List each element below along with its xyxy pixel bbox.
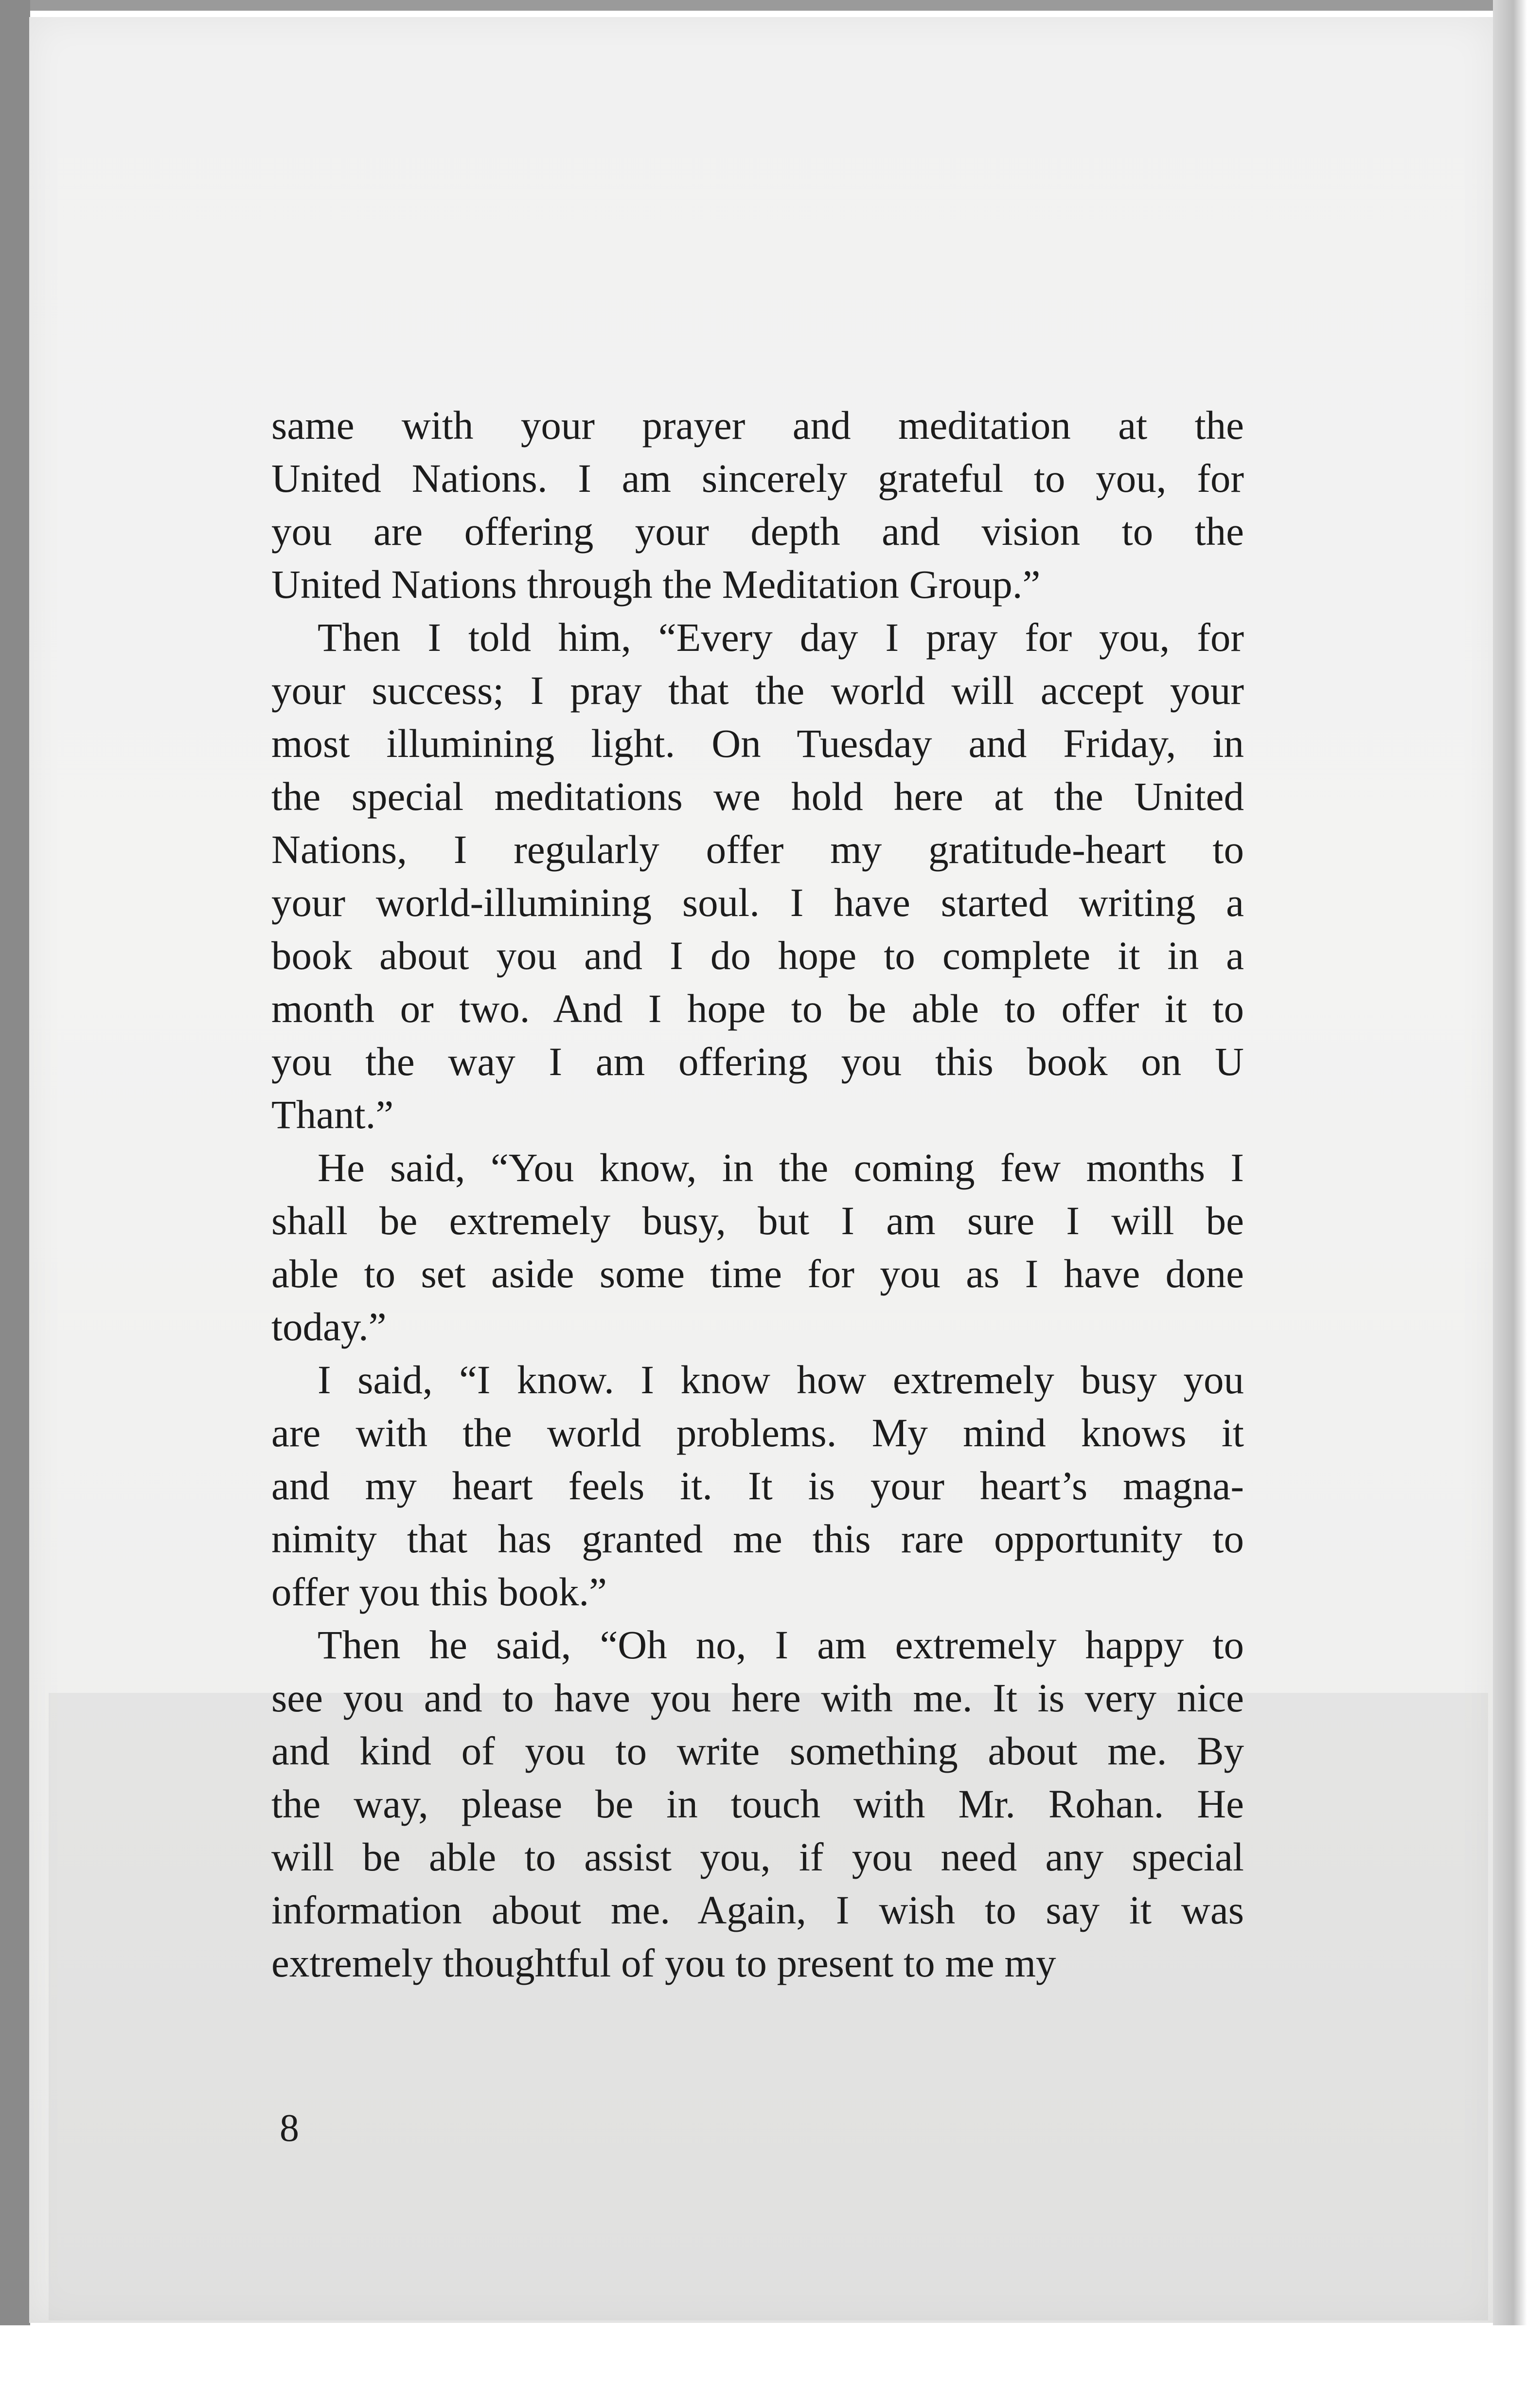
- text-line: the special meditations we hold here at the United: [271, 774, 1244, 819]
- paragraph: [271, 399, 1244, 611]
- paragraph: [271, 1618, 1244, 1990]
- text-line: most illumining light. On Tuesday and Friday, in: [271, 721, 1244, 766]
- text-line: information about me. Again, I wish to say it was: [271, 1887, 1244, 1932]
- text-line: and my heart feels it. It is your heart’s magna-: [271, 1463, 1244, 1508]
- text-line: month or two. And I hope to be able to offer it to: [271, 986, 1244, 1031]
- text-line: United Nations. I am sincerely grateful to you, for: [271, 456, 1244, 501]
- scan-left-edge: [0, 0, 30, 2325]
- text-line: your success; I pray that the world will accept your: [271, 668, 1244, 713]
- text-line: see you and to have you here with me. It is very nice: [271, 1675, 1244, 1720]
- text-line: He said, “You know, in the coming few months I: [318, 1145, 1244, 1190]
- scan-top-edge: [0, 0, 1527, 11]
- text-line: able to set aside some time for you as I have done: [271, 1251, 1244, 1296]
- scan-right-edge: [1493, 0, 1527, 2325]
- page-number: 8: [280, 2107, 299, 2150]
- text-line: your world-illumining soul. I have started writing a: [271, 880, 1244, 925]
- text-line: Nations, I regularly offer my gratitude-heart to: [271, 827, 1244, 872]
- text-line: United Nations through the Meditation Group.”: [271, 562, 1041, 607]
- text-line: Thant.”: [271, 1092, 394, 1137]
- text-line: Then I told him, “Every day I pray for you, for: [318, 615, 1244, 660]
- text-line: the way, please be in touch with Mr. Rohan. He: [271, 1781, 1244, 1826]
- text-line: today.”: [271, 1304, 387, 1349]
- text-line: are with the world problems. My mind knows it: [271, 1410, 1244, 1455]
- text-line: nimity that has granted me this rare opportunity to: [271, 1516, 1244, 1561]
- body-text: [271, 399, 1244, 1990]
- paragraph: [271, 1141, 1244, 1353]
- text-line: same with your prayer and meditation at the: [271, 403, 1244, 448]
- paragraph: [271, 611, 1244, 1141]
- text-line: you the way I am offering you this book on U: [271, 1039, 1244, 1084]
- text-line: Then he said, “Oh no, I am extremely happy to: [318, 1622, 1244, 1667]
- text-line: and kind of you to write something about me. By: [271, 1728, 1244, 1773]
- text-line: extremely thoughtful of you to present to me my: [271, 1941, 1056, 1985]
- text-line: you are offering your depth and vision to the: [271, 509, 1244, 554]
- text-line: I said, “I know. I know how extremely busy you: [318, 1357, 1244, 1402]
- text-line: shall be extremely busy, but I am sure I will be: [271, 1198, 1244, 1243]
- text-line: offer you this book.”: [271, 1569, 607, 1614]
- text-line: book about you and I do hope to complete it in a: [271, 933, 1244, 978]
- text-line: will be able to assist you, if you need any special: [271, 1834, 1244, 1879]
- paragraph: [271, 1353, 1244, 1618]
